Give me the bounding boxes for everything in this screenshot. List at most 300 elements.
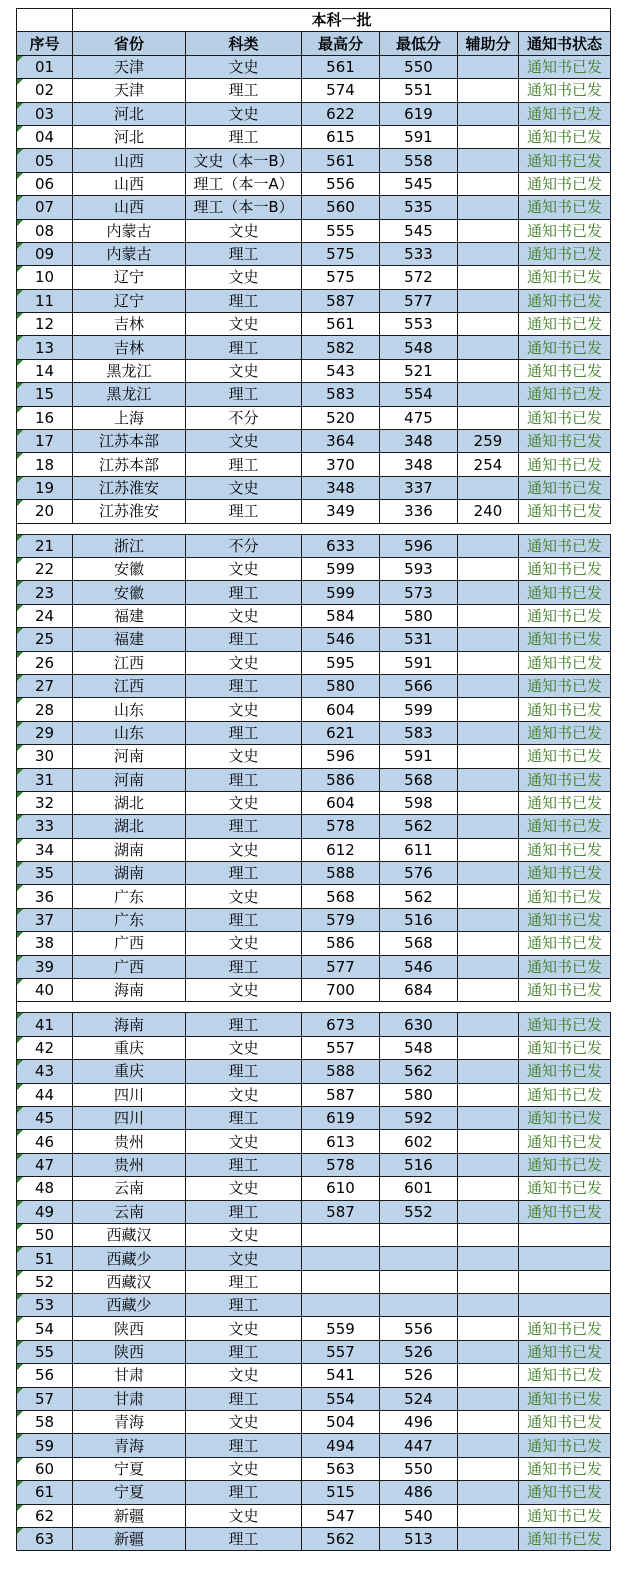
row-no[interactable]: 25 <box>17 628 73 651</box>
row-category[interactable]: 文史 <box>186 266 302 289</box>
row-province[interactable]: 内蒙古 <box>73 219 186 242</box>
row-no[interactable]: 63 <box>17 1528 73 1551</box>
row-max-score[interactable]: 595 <box>302 651 380 674</box>
row-aux-score[interactable] <box>458 125 519 148</box>
row-notice-status[interactable]: 通知书已发 <box>519 838 611 861</box>
row-category[interactable]: 文史 <box>186 1130 302 1153</box>
row-notice-status[interactable]: 通知书已发 <box>519 55 611 78</box>
row-max-score[interactable]: 587 <box>302 1083 380 1106</box>
row-min-score[interactable]: 611 <box>380 838 458 861</box>
row-category[interactable]: 文史 <box>186 1457 302 1480</box>
row-max-score[interactable]: 619 <box>302 1106 380 1129</box>
row-min-score[interactable]: 548 <box>380 336 458 359</box>
row-max-score[interactable]: 588 <box>302 862 380 885</box>
row-aux-score[interactable] <box>458 1294 519 1317</box>
row-aux-score[interactable] <box>458 476 519 499</box>
row-province[interactable]: 四川 <box>73 1083 186 1106</box>
row-category[interactable]: 理工 <box>186 674 302 697</box>
row-category[interactable]: 理工 <box>186 1481 302 1504</box>
row-province[interactable]: 西藏汉 <box>73 1270 186 1293</box>
row-aux-score[interactable] <box>458 1528 519 1551</box>
row-max-score[interactable]: 560 <box>302 196 380 219</box>
row-aux-score[interactable] <box>458 1270 519 1293</box>
row-category[interactable]: 理工 <box>186 955 302 978</box>
row-min-score[interactable]: 516 <box>380 1153 458 1176</box>
row-aux-score[interactable] <box>458 768 519 791</box>
row-max-score[interactable]: 580 <box>302 674 380 697</box>
row-notice-status[interactable]: 通知书已发 <box>519 1130 611 1153</box>
row-aux-score[interactable] <box>458 266 519 289</box>
row-notice-status[interactable]: 通知书已发 <box>519 359 611 382</box>
row-category[interactable]: 文史 <box>186 430 302 453</box>
row-no[interactable]: 26 <box>17 651 73 674</box>
row-aux-score[interactable]: 254 <box>458 453 519 476</box>
row-province[interactable]: 贵州 <box>73 1153 186 1176</box>
row-category[interactable]: 文史 <box>186 979 302 1002</box>
row-max-score[interactable]: 348 <box>302 476 380 499</box>
row-aux-score[interactable] <box>458 219 519 242</box>
row-province[interactable]: 重庆 <box>73 1036 186 1059</box>
row-notice-status[interactable] <box>519 1247 611 1270</box>
row-no[interactable]: 36 <box>17 885 73 908</box>
row-category[interactable]: 理工（本一B） <box>186 196 302 219</box>
row-aux-score[interactable] <box>458 745 519 768</box>
row-max-score[interactable]: 559 <box>302 1317 380 1340</box>
row-province[interactable]: 青海 <box>73 1411 186 1434</box>
row-province[interactable]: 山东 <box>73 698 186 721</box>
row-aux-score[interactable] <box>458 242 519 265</box>
row-province[interactable]: 陕西 <box>73 1317 186 1340</box>
row-province[interactable]: 河南 <box>73 745 186 768</box>
row-no[interactable]: 04 <box>17 125 73 148</box>
row-category[interactable]: 理工 <box>186 768 302 791</box>
row-no[interactable]: 21 <box>17 534 73 557</box>
row-min-score[interactable]: 533 <box>380 242 458 265</box>
row-aux-score[interactable] <box>458 1340 519 1363</box>
row-category[interactable]: 理工 <box>186 1294 302 1317</box>
row-notice-status[interactable]: 通知书已发 <box>519 1364 611 1387</box>
row-max-score[interactable]: 700 <box>302 979 380 1002</box>
row-province[interactable]: 新疆 <box>73 1528 186 1551</box>
row-min-score[interactable]: 554 <box>380 383 458 406</box>
row-min-score[interactable]: 348 <box>380 453 458 476</box>
row-no[interactable]: 61 <box>17 1481 73 1504</box>
row-min-score[interactable]: 550 <box>380 1457 458 1480</box>
row-province[interactable]: 上海 <box>73 406 186 429</box>
row-no[interactable]: 52 <box>17 1270 73 1293</box>
row-max-score[interactable]: 370 <box>302 453 380 476</box>
header-category[interactable]: 科类 <box>186 32 302 55</box>
row-no[interactable]: 20 <box>17 500 73 523</box>
row-max-score[interactable]: 621 <box>302 721 380 744</box>
row-notice-status[interactable]: 通知书已发 <box>519 336 611 359</box>
row-category[interactable]: 文史 <box>186 1317 302 1340</box>
row-notice-status[interactable]: 通知书已发 <box>519 651 611 674</box>
header-max-score[interactable]: 最高分 <box>302 32 380 55</box>
row-aux-score[interactable] <box>458 1481 519 1504</box>
row-province[interactable]: 山西 <box>73 149 186 172</box>
row-notice-status[interactable]: 通知书已发 <box>519 979 611 1002</box>
row-aux-score[interactable] <box>458 1130 519 1153</box>
row-no[interactable]: 39 <box>17 955 73 978</box>
row-province[interactable]: 贵州 <box>73 1130 186 1153</box>
row-no[interactable]: 09 <box>17 242 73 265</box>
row-province[interactable]: 山西 <box>73 196 186 219</box>
row-min-score[interactable]: 591 <box>380 125 458 148</box>
row-category[interactable]: 理工 <box>186 1434 302 1457</box>
row-max-score[interactable]: 494 <box>302 1434 380 1457</box>
row-notice-status[interactable]: 通知书已发 <box>519 453 611 476</box>
row-category[interactable]: 文史 <box>186 698 302 721</box>
row-province[interactable]: 云南 <box>73 1200 186 1223</box>
row-category[interactable]: 文史 <box>186 1036 302 1059</box>
row-no[interactable]: 03 <box>17 102 73 125</box>
row-aux-score[interactable] <box>458 1013 519 1036</box>
row-max-score[interactable]: 622 <box>302 102 380 125</box>
row-notice-status[interactable] <box>519 1294 611 1317</box>
row-min-score[interactable]: 562 <box>380 815 458 838</box>
row-aux-score[interactable] <box>458 932 519 955</box>
row-notice-status[interactable]: 通知书已发 <box>519 1457 611 1480</box>
row-min-score[interactable]: 591 <box>380 745 458 768</box>
row-no[interactable]: 47 <box>17 1153 73 1176</box>
row-province[interactable]: 海南 <box>73 979 186 1002</box>
row-max-score[interactable]: 556 <box>302 172 380 195</box>
row-category[interactable]: 文史 <box>186 604 302 627</box>
row-min-score[interactable]: 572 <box>380 266 458 289</box>
row-category[interactable]: 文史 <box>186 476 302 499</box>
row-min-score[interactable]: 556 <box>380 1317 458 1340</box>
row-province[interactable]: 青海 <box>73 1434 186 1457</box>
row-min-score[interactable]: 580 <box>380 1083 458 1106</box>
row-max-score[interactable]: 582 <box>302 336 380 359</box>
row-max-score[interactable]: 579 <box>302 908 380 931</box>
row-province[interactable]: 浙江 <box>73 534 186 557</box>
row-min-score[interactable]: 545 <box>380 219 458 242</box>
row-min-score[interactable]: 550 <box>380 55 458 78</box>
row-max-score[interactable]: 557 <box>302 1036 380 1059</box>
row-category[interactable]: 理工 <box>186 453 302 476</box>
row-no[interactable]: 07 <box>17 196 73 219</box>
row-aux-score[interactable] <box>458 628 519 651</box>
row-aux-score[interactable] <box>458 674 519 697</box>
row-province[interactable]: 重庆 <box>73 1060 186 1083</box>
row-no[interactable]: 37 <box>17 908 73 931</box>
row-max-score[interactable]: 543 <box>302 359 380 382</box>
row-aux-score[interactable] <box>458 838 519 861</box>
row-aux-score[interactable] <box>458 79 519 102</box>
row-min-score[interactable]: 580 <box>380 604 458 627</box>
row-notice-status[interactable]: 通知书已发 <box>519 172 611 195</box>
row-notice-status[interactable]: 通知书已发 <box>519 955 611 978</box>
row-max-score[interactable]: 562 <box>302 1528 380 1551</box>
row-notice-status[interactable] <box>519 1223 611 1246</box>
row-aux-score[interactable] <box>458 885 519 908</box>
row-max-score[interactable]: 604 <box>302 698 380 721</box>
row-max-score[interactable]: 563 <box>302 1457 380 1480</box>
row-min-score[interactable]: 598 <box>380 791 458 814</box>
row-no[interactable]: 49 <box>17 1200 73 1223</box>
row-category[interactable]: 文史 <box>186 1223 302 1246</box>
row-category[interactable]: 理工（本一A） <box>186 172 302 195</box>
row-aux-score[interactable] <box>458 1223 519 1246</box>
row-category[interactable]: 理工 <box>186 500 302 523</box>
row-max-score[interactable]: 610 <box>302 1177 380 1200</box>
row-notice-status[interactable]: 通知书已发 <box>519 289 611 312</box>
row-max-score[interactable]: 554 <box>302 1387 380 1410</box>
row-notice-status[interactable]: 通知书已发 <box>519 1083 611 1106</box>
row-notice-status[interactable]: 通知书已发 <box>519 266 611 289</box>
row-province[interactable]: 江苏淮安 <box>73 476 186 499</box>
row-category[interactable]: 理工 <box>186 1106 302 1129</box>
row-no[interactable]: 23 <box>17 581 73 604</box>
row-category[interactable]: 理工 <box>186 815 302 838</box>
row-no[interactable]: 02 <box>17 79 73 102</box>
row-notice-status[interactable]: 通知书已发 <box>519 1340 611 1363</box>
row-notice-status[interactable]: 通知书已发 <box>519 1434 611 1457</box>
row-no[interactable]: 34 <box>17 838 73 861</box>
row-max-score[interactable]: 599 <box>302 581 380 604</box>
row-category[interactable]: 理工 <box>186 908 302 931</box>
row-category[interactable]: 文史 <box>186 745 302 768</box>
row-province[interactable]: 福建 <box>73 604 186 627</box>
row-province[interactable]: 江苏本部 <box>73 453 186 476</box>
row-province[interactable]: 西藏少 <box>73 1247 186 1270</box>
header-province[interactable]: 省份 <box>73 32 186 55</box>
row-aux-score[interactable] <box>458 1036 519 1059</box>
row-aux-score[interactable] <box>458 979 519 1002</box>
row-no[interactable]: 01 <box>17 55 73 78</box>
row-aux-score[interactable] <box>458 815 519 838</box>
row-category[interactable]: 理工 <box>186 721 302 744</box>
row-notice-status[interactable]: 通知书已发 <box>519 862 611 885</box>
row-category[interactable]: 文史 <box>186 313 302 336</box>
row-min-score[interactable]: 591 <box>380 651 458 674</box>
row-aux-score[interactable] <box>458 721 519 744</box>
row-min-score[interactable]: 599 <box>380 698 458 721</box>
row-no[interactable]: 31 <box>17 768 73 791</box>
row-no[interactable]: 16 <box>17 406 73 429</box>
row-category[interactable]: 文史 <box>186 651 302 674</box>
header-notice-status[interactable]: 通知书状态 <box>519 32 611 55</box>
row-no[interactable]: 15 <box>17 383 73 406</box>
row-aux-score[interactable] <box>458 1106 519 1129</box>
row-province[interactable]: 江苏淮安 <box>73 500 186 523</box>
row-no[interactable]: 35 <box>17 862 73 885</box>
row-no[interactable]: 19 <box>17 476 73 499</box>
row-province[interactable]: 湖北 <box>73 791 186 814</box>
row-max-score[interactable]: 586 <box>302 768 380 791</box>
row-aux-score[interactable] <box>458 862 519 885</box>
row-category[interactable]: 文史 <box>186 1083 302 1106</box>
row-aux-score[interactable] <box>458 791 519 814</box>
row-max-score[interactable]: 578 <box>302 1153 380 1176</box>
row-province[interactable]: 天津 <box>73 79 186 102</box>
row-min-score[interactable]: 548 <box>380 1036 458 1059</box>
row-min-score[interactable] <box>380 1223 458 1246</box>
row-aux-score[interactable] <box>458 581 519 604</box>
row-min-score[interactable]: 540 <box>380 1504 458 1527</box>
row-category[interactable]: 文史 <box>186 1504 302 1527</box>
row-max-score[interactable]: 587 <box>302 1200 380 1223</box>
row-category[interactable]: 文史 <box>186 557 302 580</box>
row-min-score[interactable]: 526 <box>380 1340 458 1363</box>
row-province[interactable]: 江西 <box>73 651 186 674</box>
row-province[interactable]: 宁夏 <box>73 1481 186 1504</box>
row-province[interactable]: 江西 <box>73 674 186 697</box>
row-max-score[interactable]: 568 <box>302 885 380 908</box>
row-max-score[interactable]: 578 <box>302 815 380 838</box>
row-no[interactable]: 11 <box>17 289 73 312</box>
row-no[interactable]: 27 <box>17 674 73 697</box>
row-max-score[interactable]: 588 <box>302 1060 380 1083</box>
row-category[interactable]: 理工 <box>186 1013 302 1036</box>
row-max-score[interactable]: 575 <box>302 266 380 289</box>
row-max-score[interactable]: 599 <box>302 557 380 580</box>
row-no[interactable]: 29 <box>17 721 73 744</box>
row-aux-score[interactable]: 240 <box>458 500 519 523</box>
row-min-score[interactable]: 553 <box>380 313 458 336</box>
row-min-score[interactable]: 573 <box>380 581 458 604</box>
row-no[interactable]: 57 <box>17 1387 73 1410</box>
row-aux-score[interactable] <box>458 955 519 978</box>
row-aux-score[interactable] <box>458 1177 519 1200</box>
row-category[interactable]: 文史（本一B） <box>186 149 302 172</box>
row-no[interactable]: 12 <box>17 313 73 336</box>
row-notice-status[interactable]: 通知书已发 <box>519 932 611 955</box>
row-aux-score[interactable] <box>458 1364 519 1387</box>
row-category[interactable]: 理工 <box>186 242 302 265</box>
row-no[interactable]: 60 <box>17 1457 73 1480</box>
row-category[interactable]: 理工 <box>186 862 302 885</box>
row-aux-score[interactable] <box>458 1247 519 1270</box>
row-min-score[interactable]: 596 <box>380 534 458 557</box>
row-min-score[interactable]: 576 <box>380 862 458 885</box>
row-aux-score[interactable] <box>458 1153 519 1176</box>
row-max-score[interactable] <box>302 1223 380 1246</box>
row-notice-status[interactable]: 通知书已发 <box>519 791 611 814</box>
row-no[interactable]: 46 <box>17 1130 73 1153</box>
row-notice-status[interactable]: 通知书已发 <box>519 79 611 102</box>
row-province[interactable]: 山东 <box>73 721 186 744</box>
row-aux-score[interactable] <box>458 604 519 627</box>
row-aux-score[interactable] <box>458 1457 519 1480</box>
row-max-score[interactable]: 364 <box>302 430 380 453</box>
row-notice-status[interactable]: 通知书已发 <box>519 1200 611 1223</box>
row-no[interactable]: 24 <box>17 604 73 627</box>
row-province[interactable]: 湖南 <box>73 838 186 861</box>
row-aux-score[interactable] <box>458 289 519 312</box>
row-aux-score[interactable] <box>458 1434 519 1457</box>
row-category[interactable]: 理工 <box>186 1528 302 1551</box>
row-province[interactable]: 河北 <box>73 102 186 125</box>
row-no[interactable]: 48 <box>17 1177 73 1200</box>
row-aux-score[interactable] <box>458 1060 519 1083</box>
row-no[interactable]: 08 <box>17 219 73 242</box>
row-notice-status[interactable]: 通知书已发 <box>519 534 611 557</box>
row-category[interactable]: 理工 <box>186 581 302 604</box>
row-min-score[interactable]: 601 <box>380 1177 458 1200</box>
row-province[interactable]: 湖北 <box>73 815 186 838</box>
row-province[interactable]: 黑龙江 <box>73 359 186 382</box>
row-category[interactable]: 文史 <box>186 791 302 814</box>
row-category[interactable]: 文史 <box>186 102 302 125</box>
row-max-score[interactable]: 504 <box>302 1411 380 1434</box>
row-no[interactable]: 42 <box>17 1036 73 1059</box>
row-min-score[interactable] <box>380 1294 458 1317</box>
row-max-score[interactable]: 673 <box>302 1013 380 1036</box>
row-category[interactable]: 理工 <box>186 1387 302 1410</box>
row-max-score[interactable]: 546 <box>302 628 380 651</box>
row-min-score[interactable]: 577 <box>380 289 458 312</box>
row-aux-score[interactable] <box>458 1083 519 1106</box>
row-no[interactable]: 38 <box>17 932 73 955</box>
row-no[interactable]: 06 <box>17 172 73 195</box>
row-no[interactable]: 45 <box>17 1106 73 1129</box>
row-max-score[interactable]: 561 <box>302 313 380 336</box>
row-notice-status[interactable]: 通知书已发 <box>519 1317 611 1340</box>
row-min-score[interactable]: 546 <box>380 955 458 978</box>
row-min-score[interactable]: 593 <box>380 557 458 580</box>
row-notice-status[interactable]: 通知书已发 <box>519 604 611 627</box>
row-max-score[interactable] <box>302 1270 380 1293</box>
row-no[interactable]: 18 <box>17 453 73 476</box>
row-category[interactable]: 理工 <box>186 1200 302 1223</box>
row-max-score[interactable]: 612 <box>302 838 380 861</box>
row-province[interactable]: 吉林 <box>73 336 186 359</box>
row-min-score[interactable]: 336 <box>380 500 458 523</box>
row-aux-score[interactable] <box>458 383 519 406</box>
row-aux-score[interactable] <box>458 1504 519 1527</box>
row-category[interactable]: 理工 <box>186 336 302 359</box>
row-province[interactable]: 广西 <box>73 955 186 978</box>
row-aux-score[interactable] <box>458 1200 519 1223</box>
row-notice-status[interactable]: 通知书已发 <box>519 1036 611 1059</box>
row-aux-score[interactable] <box>458 557 519 580</box>
row-notice-status[interactable]: 通知书已发 <box>519 500 611 523</box>
row-no[interactable]: 40 <box>17 979 73 1002</box>
row-province[interactable]: 河南 <box>73 768 186 791</box>
row-category[interactable]: 理工 <box>186 289 302 312</box>
row-aux-score[interactable] <box>458 651 519 674</box>
row-notice-status[interactable]: 通知书已发 <box>519 196 611 219</box>
row-max-score[interactable]: 520 <box>302 406 380 429</box>
row-notice-status[interactable]: 通知书已发 <box>519 1411 611 1434</box>
row-min-score[interactable]: 568 <box>380 768 458 791</box>
row-province[interactable]: 福建 <box>73 628 186 651</box>
row-min-score[interactable]: 526 <box>380 1364 458 1387</box>
row-aux-score[interactable] <box>458 534 519 557</box>
row-province[interactable]: 江苏本部 <box>73 430 186 453</box>
row-min-score[interactable] <box>380 1270 458 1293</box>
row-min-score[interactable]: 348 <box>380 430 458 453</box>
row-min-score[interactable] <box>380 1247 458 1270</box>
row-no[interactable]: 33 <box>17 815 73 838</box>
row-province[interactable]: 天津 <box>73 55 186 78</box>
row-notice-status[interactable]: 通知书已发 <box>519 1481 611 1504</box>
row-notice-status[interactable]: 通知书已发 <box>519 698 611 721</box>
row-min-score[interactable]: 496 <box>380 1411 458 1434</box>
row-province[interactable]: 甘肃 <box>73 1387 186 1410</box>
row-province[interactable]: 广东 <box>73 908 186 931</box>
row-no[interactable]: 43 <box>17 1060 73 1083</box>
row-min-score[interactable]: 568 <box>380 932 458 955</box>
row-category[interactable]: 文史 <box>186 1177 302 1200</box>
row-province[interactable]: 广东 <box>73 885 186 908</box>
row-category[interactable]: 文史 <box>186 885 302 908</box>
row-aux-score[interactable] <box>458 55 519 78</box>
row-min-score[interactable]: 630 <box>380 1013 458 1036</box>
